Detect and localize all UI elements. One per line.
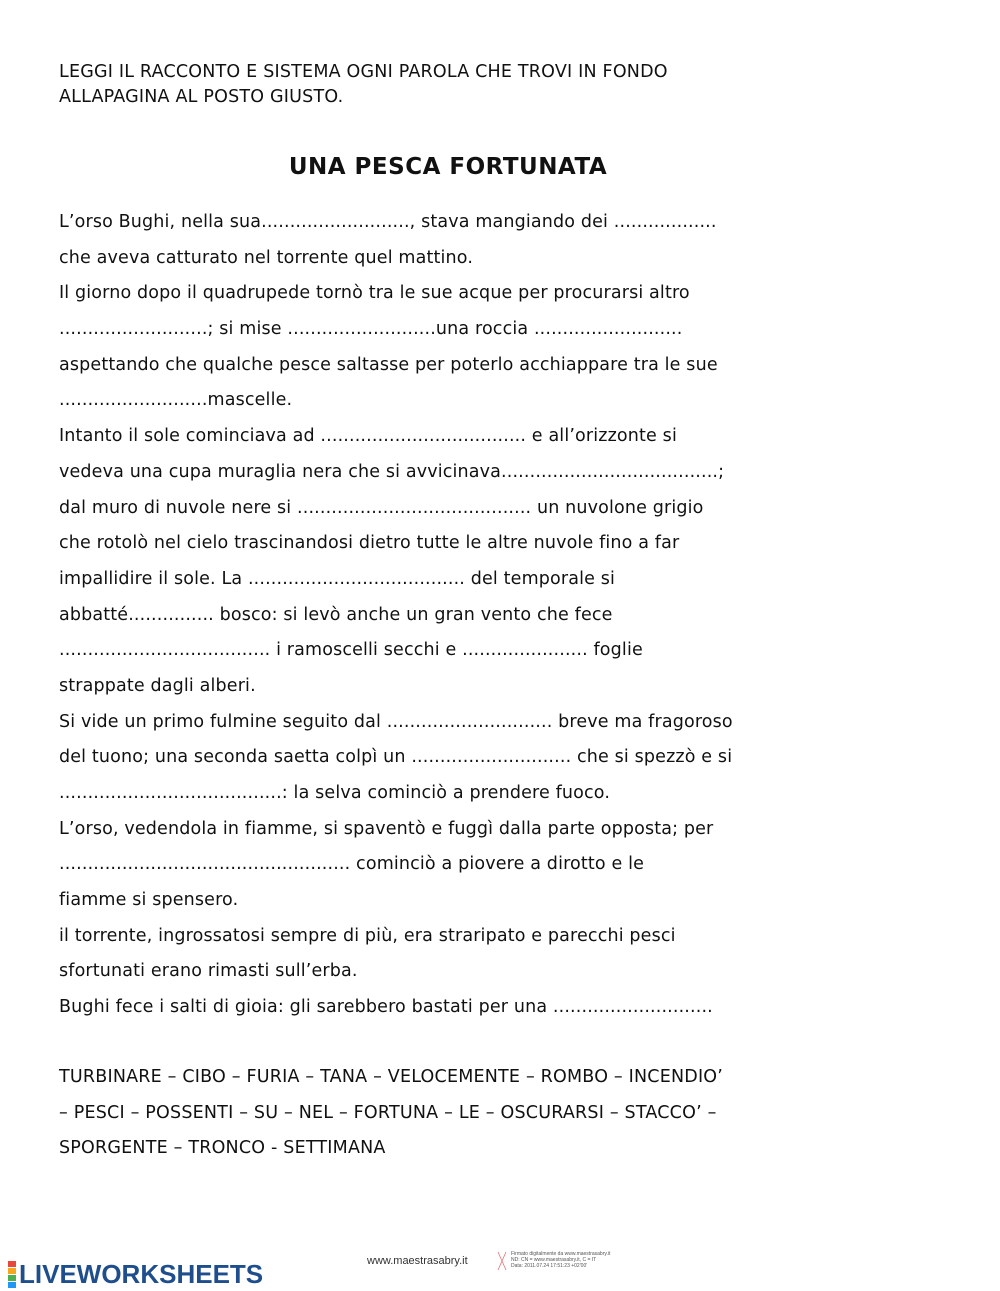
story-line: impallidire il sole. La ...................................... del temporale si	[59, 568, 616, 589]
story-line: Il giorno dopo il quadrupede tornò tra le sue acque per procurarsi altro	[59, 283, 690, 304]
logo-block	[8, 1282, 16, 1288]
story-line: abbatté............... bosco: si levò anche un gran vento che fece	[59, 604, 613, 625]
story-line: aspettando che qualche pesce saltasse per poterlo acchiappare tra le sue	[59, 354, 718, 375]
logo-text: LIVEWORKSHEETS	[19, 1258, 264, 1289]
instruction-text	[59, 60, 859, 110]
word-bank-line: – PESCI – POSSENTI – SU – NEL – FORTUNA – LE – OSCURARSI – STACCO’ –	[59, 1102, 717, 1123]
story-line: del tuono; una seconda saetta colpì un ............................ che si spezzò e si	[59, 747, 733, 768]
story-line: Bughi fece i salti di gioia: gli sarebbero bastati per una ............................	[59, 997, 713, 1018]
site-url: www.maestrasabry.it	[367, 1255, 468, 1267]
logo-block	[8, 1275, 16, 1281]
story-line: ..........................mascelle.	[59, 390, 293, 411]
story-line: L’orso Bughi, nella sua.........................., stava mangiando dei ..................	[59, 212, 717, 232]
signature-line: ND: CN = www.maestrasabry.it, C = IT	[511, 1257, 597, 1263]
digital-signature	[511, 1251, 631, 1269]
story-line: sfortunati erano rimasti sull’erba.	[59, 961, 358, 982]
logo-blocks-icon	[8, 1261, 16, 1288]
word-bank	[59, 1060, 859, 1167]
page-title: UNA PESCA FORTUNATA	[288, 154, 608, 180]
story-line: che rotolò nel cielo trascinandosi dietro tutte le altre nuvole fino a far	[59, 533, 680, 554]
instruction-line: LEGGI IL RACCONTO E SISTEMA OGNI PAROLA CHE TROVI IN FONDO	[59, 62, 668, 82]
word-bank-line: SPORGENTE – TRONCO - SETTIMANA	[59, 1138, 386, 1158]
story-line: che aveva catturato nel torrente quel mattino.	[59, 247, 474, 268]
story-line: ..........................; si mise ..........................una roccia ..........................	[59, 319, 683, 340]
signature-mark-icon	[497, 1250, 507, 1272]
word-bank-line: TURBINARE – CIBO – FURIA – TANA – VELOCEMENTE – ROMBO – INCENDIO’	[59, 1067, 724, 1087]
story-line: Intanto il sole cominciava ad .................................... e all’orizzonte si	[59, 426, 677, 447]
story-line: L’orso, vedendola in fiamme, si spaventò e fuggì dalla parte opposta; per	[59, 818, 714, 839]
story-line: fiamme si spensero.	[59, 890, 239, 911]
signature-line: Firmato digitalmente da www.maestrasabry.it	[511, 1251, 611, 1257]
logo-block	[8, 1268, 16, 1274]
story-line: il torrente, ingrossatosi sempre di più, era straripato e parecchi pesci	[59, 925, 676, 946]
story-line: ................................................... cominciò a piovere a dirotto e le	[59, 854, 645, 875]
story-line: dal muro di nuvole nere si ......................................... un nuvolone grigio	[59, 497, 704, 518]
story-line: .......................................: la selva cominciò a prendere fuoco.	[59, 783, 611, 803]
logo-block	[8, 1261, 16, 1267]
story-line: vedeva una cupa muraglia nera che si avvicinava......................................;	[59, 461, 725, 482]
story-line: ..................................... i ramoscelli secchi e ...................... foglie	[59, 640, 643, 661]
liveworksheets-logo[interactable]	[8, 1258, 263, 1290]
story-line: strappate dagli alberi.	[59, 675, 256, 696]
story-text	[59, 205, 859, 1026]
signature-line: Data: 2011.07.24 17:51:23 +02'00'	[511, 1263, 588, 1269]
story-line: Si vide un primo fulmine seguito dal ............................. breve ma fragoroso	[59, 711, 733, 732]
instruction-line: ALLAPAGINA AL POSTO GIUSTO.	[59, 87, 344, 107]
